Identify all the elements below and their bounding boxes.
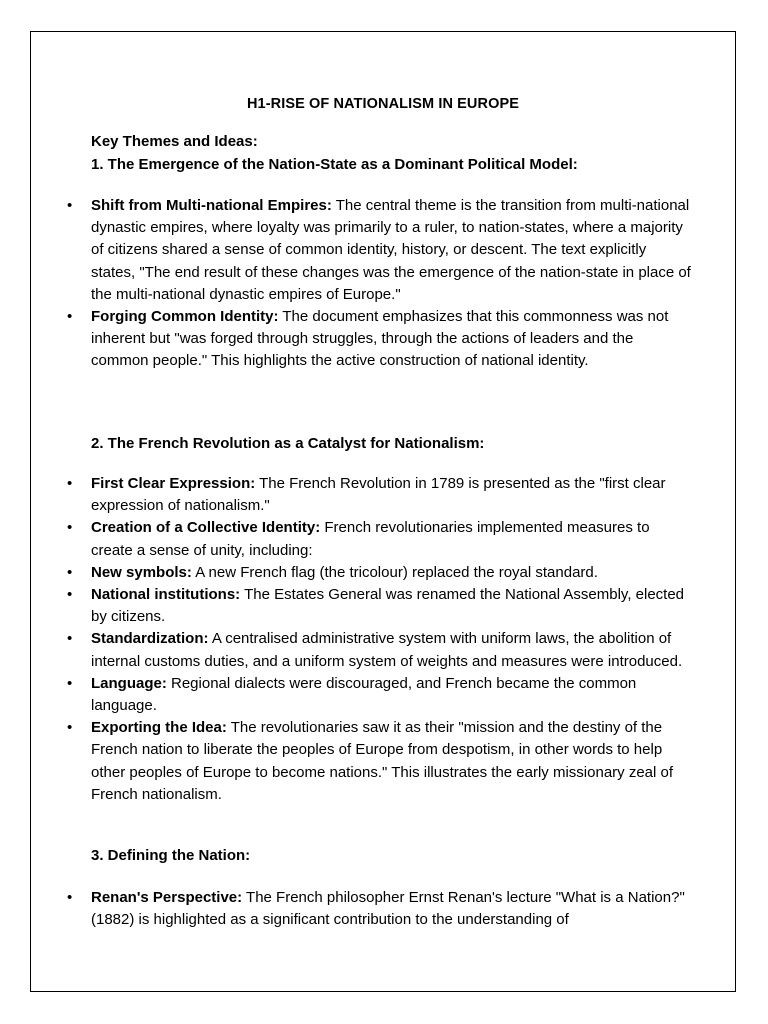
list-item [91, 584, 691, 628]
bullet-label: Standardization: [91, 630, 209, 648]
section-3-heading: 3. Defining the Nation: [91, 847, 251, 864]
bullet-text: The central theme is the transition from multi-national dynastic empires, where loyalty was primarily to a ruler, to nation-states, where a majority of citizens shared a sense of common identity, history, or descent. The text explicitly states, "The end result of these changes was the emergence of the nation-state in place of the multi-national dynastic empires of Europe." [91, 197, 691, 303]
bullet-text: A new French flag (the tricolour) replaced the royal standard. [191, 563, 598, 581]
bullet-label: Language: [91, 674, 167, 692]
bullet-label: Shift from Multi-national Empires: [91, 197, 332, 214]
bullet-label: Exporting the Idea: [91, 719, 227, 737]
key-themes-heading: Key Themes and Ideas: [91, 133, 258, 150]
list-item [91, 562, 691, 584]
bullet-text: The French philosopher Ernst Renan's lecture "What is a Nation?" (1882) is highlighted as a significant contribution to the understanding of [91, 889, 685, 929]
list-item [91, 517, 691, 561]
bullet-label: Creation of a Collective Identity: [91, 519, 321, 537]
bullet-text: The Estates General was renamed the National Assembly, elected by citizens. [91, 586, 685, 626]
document-title: H1-RISE OF NATIONALISM IN EUROPE [246, 96, 519, 112]
list-item [91, 473, 691, 517]
list-item [91, 628, 691, 672]
section-1-heading: 1. The Emergence of the Nation-State as a Dominant Political Model: [91, 156, 578, 173]
list-item [91, 306, 691, 373]
list-item [91, 195, 691, 306]
list-item [91, 673, 691, 717]
bullet-text: The revolutionaries saw it as their "mission and the destiny of the French nation to liberate the peoples of Europe from despotism, in other words to help other peoples of Europe to become nations." This illustrates the early missionary zeal of French nationalism. [91, 719, 674, 803]
bullet-text: French revolutionaries implemented measures to create a sense of unity, including: [91, 519, 650, 559]
section-3-bullet-list [91, 887, 691, 931]
bullet-text: The document emphasizes that this commonness was not inherent but "was forged through struggles, through the actions of leaders and the common people." This highlights the active construction of national identity. [91, 308, 669, 370]
page-frame [30, 31, 736, 992]
list-item [91, 887, 691, 931]
section-1-bullet-list [91, 195, 691, 373]
bullet-label: First Clear Expression: [91, 475, 256, 492]
bullet-text: A centralised administrative system with uniform laws, the abolition of internal customs duties, and a uniform system of weights and measures were introduced. [91, 630, 683, 670]
section-2-bullet-list [91, 473, 691, 806]
bullet-label: Forging Common Identity: [91, 308, 279, 326]
bullet-text: The French Revolution in 1789 is presented as the "first clear expression of nationalism." [91, 475, 666, 515]
bullet-label: Renan's Perspective: [91, 889, 243, 906]
list-item [91, 717, 691, 806]
bullet-text: Regional dialects were discouraged, and French became the common language. [91, 674, 637, 715]
bullet-label: New symbols: [91, 563, 192, 581]
bullet-label: National institutions: [91, 586, 241, 604]
section-2-heading: 2. The French Revolution as a Catalyst for Nationalism: [91, 435, 485, 452]
